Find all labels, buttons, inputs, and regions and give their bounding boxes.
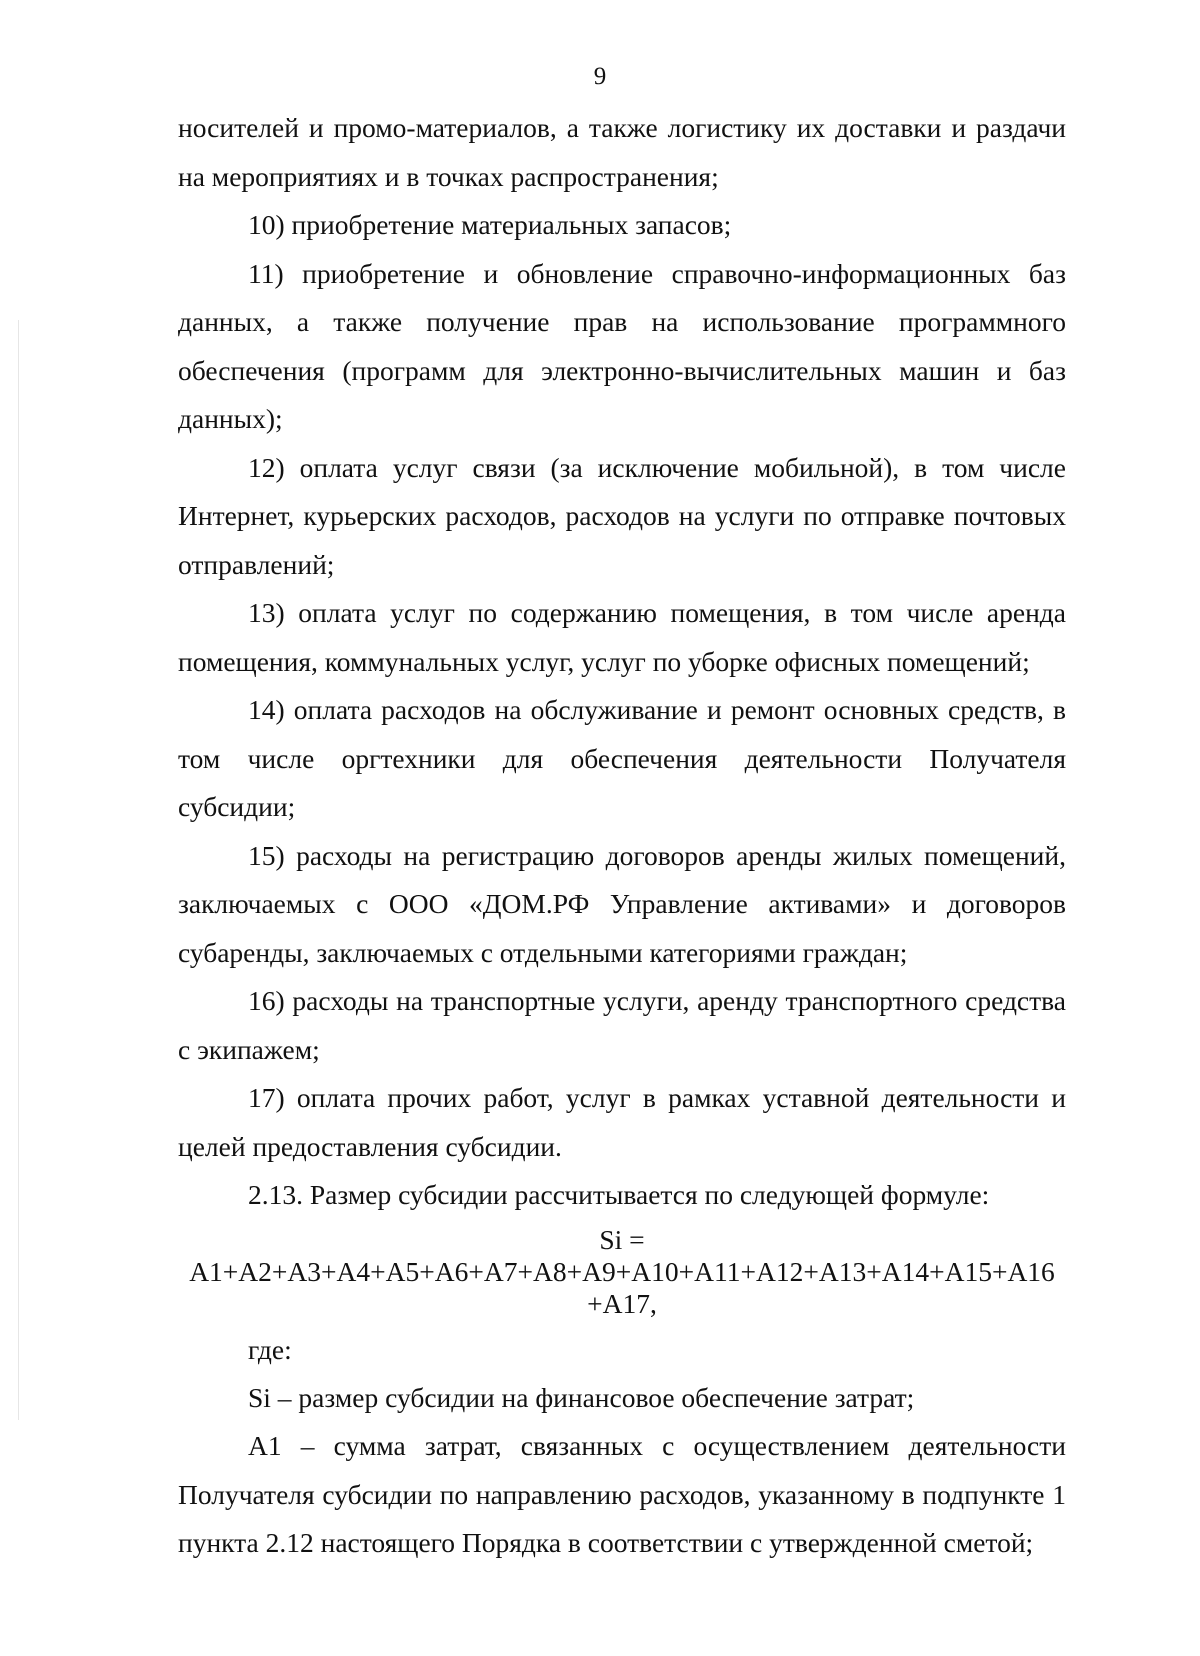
paragraph-item-14: 14) оплата расходов на обслуживание и ремонт основных средств, в том числе оргтехники для обеспечения деятельности Получателя субсидии; xyxy=(178,694,1066,822)
paragraph-item-12: 12) оплата услуг связи (за исключение мобильной), в том числе Интернет, курьерских расходов, расходов на услуги по отправке почтовых отправлений; xyxy=(178,451,1066,580)
formula-line-2: A1+A2+A3+A4+A5+A6+A7+A8+A9+A10+A11+A12+A13+A14+A15+A16 xyxy=(189,1255,1055,1287)
paragraph-continuation: носителей и промо-материалов, а также логистику их доставки и раздачи на мероприятиях и в точках распространения; xyxy=(178,112,1066,192)
paragraph-item-10: 10) приобретение материальных запасов; xyxy=(248,209,732,240)
formula-line-3: +A17, xyxy=(587,1287,657,1319)
paragraph-section-2-13: 2.13. Размер субсидии рассчитывается по следующей формуле: xyxy=(248,1179,990,1210)
paragraph-item-11: 11) приобретение и обновление справочно-информационных баз данных, а также получение прав на использование программного обеспечения (программ для электронно-вычислительных машин и баз данных); xyxy=(178,257,1066,434)
paragraph-item-15: 15) расходы на регистрацию договоров аренды жилых помещений, заключаемых с ООО «ДОМ.РФ Управление активами» и договоров субаренды, заключаемых с отдельными категориями граждан; xyxy=(178,839,1066,968)
paragraph-item-16: 16) расходы на транспортные услуги, аренду транспортного средства с экипажем; xyxy=(178,985,1066,1065)
formula-line-1: Si = xyxy=(599,1223,645,1255)
scan-edge-mark xyxy=(18,320,19,1420)
where-label: где: xyxy=(248,1333,292,1365)
paragraph-item-13: 13) оплата услуг по содержанию помещения, в том числе аренда помещения, коммунальных услуг, услуг по уборке офисных помещений; xyxy=(178,597,1066,677)
definition-si: Si – размер субсидии на финансовое обеспечение затрат; xyxy=(248,1381,915,1413)
subsidy-formula xyxy=(178,1224,1066,1320)
definition-a1: A1 – сумма затрат, связанных с осуществлением деятельности Получателя субсидии по направлению расходов, указанному в подпункте 1 пункта 2.12 настоящего Порядка в соответствии с утвержденной сметой; xyxy=(178,1430,1066,1558)
paragraph-item-17: 17) оплата прочих работ, услуг в рамках уставной деятельности и целей предоставления субсидии. xyxy=(178,1082,1066,1162)
page-number: 9 xyxy=(593,63,607,90)
document-body xyxy=(178,104,1066,1568)
